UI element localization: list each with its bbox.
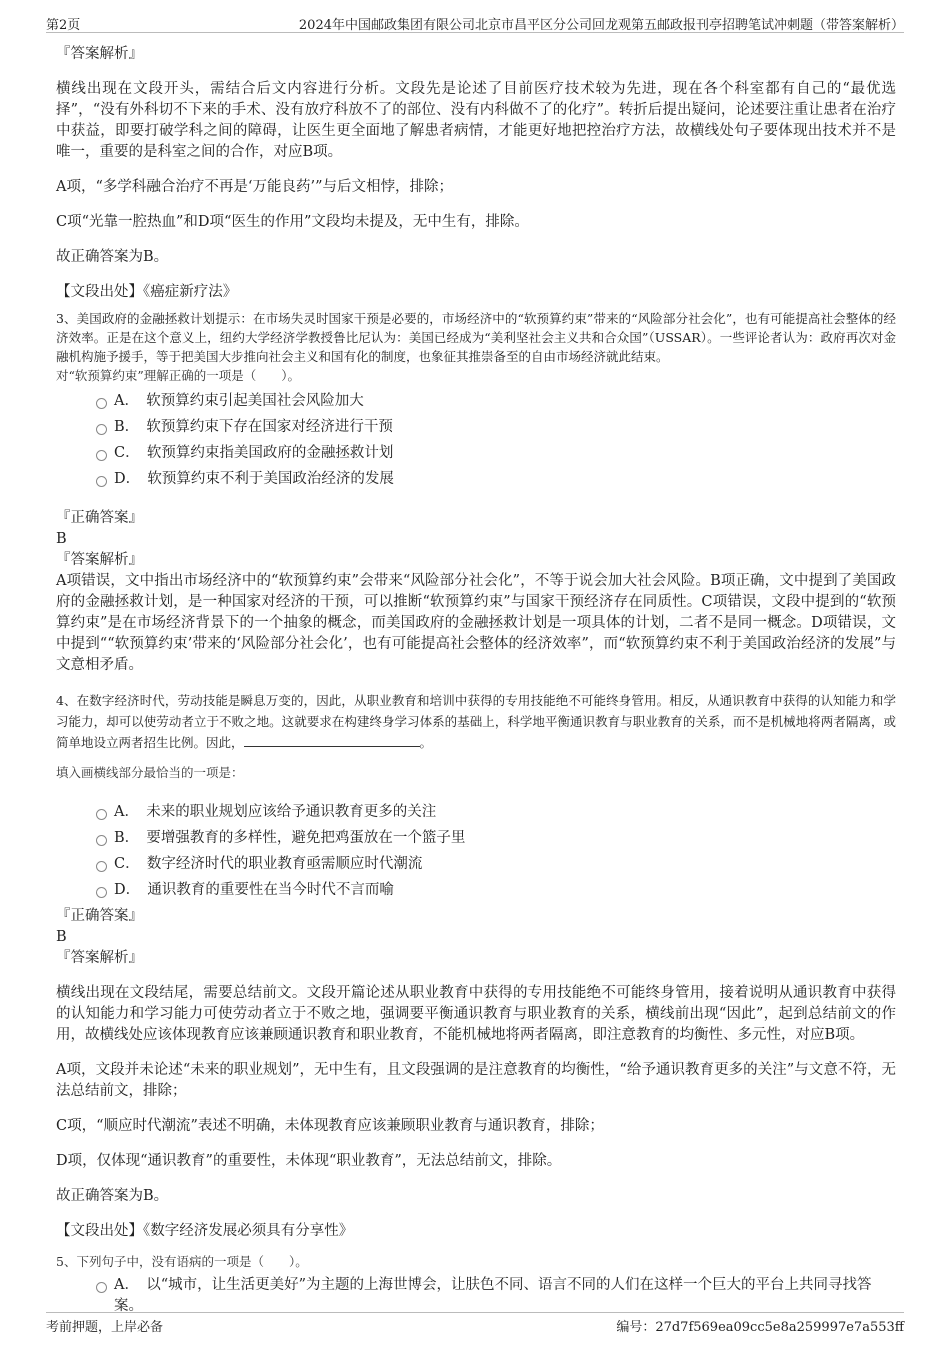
radio-icon[interactable] bbox=[96, 450, 107, 461]
q3-option-c[interactable]: C． 软预算约束指美国政府的金融拯救计划 bbox=[56, 443, 896, 464]
q3-answer-label: 『正确答案』 bbox=[56, 510, 143, 526]
q2-conclusion: 故正确答案为B。 bbox=[56, 249, 169, 265]
document-id: 编号：27d7f569ea09cc5e8a259997e7a553ff bbox=[616, 1320, 904, 1335]
q4-option-b[interactable]: B． 要增强教育的多样性，避免把鸡蛋放在一个篮子里 bbox=[56, 828, 896, 849]
q4-note-c: C项，“顺应时代潮流”表述不明确，未体现教育应该兼顾职业教育与通识教育，排除； bbox=[56, 1118, 604, 1134]
answer-blank bbox=[244, 735, 420, 747]
document-title: 2024年中国邮政集团有限公司北京市昌平区分公司回龙观第五邮政报刊亭招聘笔试冲刺题（带答案解析） bbox=[298, 18, 904, 33]
q3-question: 3、美国政府的金融拯救计划提示：在市场失灵时国家干预是必要的，市场经济中的“软预算约束”带来的“风险部分社会化”，也有可能提高社会整体的经济效率。正是在这个意义上，纽约大学经济学教授鲁比尼认为：美国已经成为“美利坚社会主义共和合众国”（USSAR）。一些评论者认为：政府再次对金融机构施予援手，等于把美国大步推向社会主义和国有化的制度，也象征其推崇备至的自由市场经济就此结束。 bbox=[56, 311, 896, 364]
radio-icon[interactable] bbox=[96, 861, 107, 872]
page-header bbox=[46, 12, 904, 33]
q2-analysis-text: 横线出现在文段开头，需结合后文内容进行分析。文段先是论述了目前医疗技术较为先进，现在各个科室都有自己的“最优选择”，“没有外科切不下来的手术、没有放疗科放不了的部位、没有内科做不了的化疗”。转折后提出疑问，论述要注重让患者在治疗中获益，即要打破学科之间的障碍，让医生更全面地了解患者病情，才能更好地把控治疗方法，故横线处句子要体现出技术并不是唯一，重要的是科室之间的合作，对应B项。 bbox=[56, 81, 896, 160]
q4-option-a[interactable]: A． 未来的职业规划应该给予通识教育更多的关注 bbox=[56, 802, 896, 823]
radio-icon[interactable] bbox=[96, 887, 107, 898]
q3-analysis-label: 『答案解析』 bbox=[56, 552, 143, 568]
q3-option-b[interactable]: B． 软预算约束下存在国家对经济进行干预 bbox=[56, 417, 896, 438]
q3-prompt: 对“软预算约束”理解正确的一项是（ ）。 bbox=[56, 368, 301, 383]
q4-option-d[interactable]: D． 通识教育的重要性在当今时代不言而喻 bbox=[56, 880, 896, 901]
q3-answer: B bbox=[56, 531, 67, 547]
q5-option-a[interactable]: A． 以“城市，让生活更美好”为主题的上海世博会，让肤色不同、语言不同的人们在这样一个巨大的平台上共同寻找答案。 bbox=[56, 1275, 896, 1317]
radio-icon[interactable] bbox=[96, 476, 107, 487]
q4-source: 【文段出处】《数字经济发展必须具有分享性》 bbox=[56, 1223, 354, 1239]
q4-note-a: A项，文段并未论述“未来的职业规划”，无中生有，且文段强调的是注意教育的均衡性，“给予通识教育更多的关注”与文意不符，无法总结前文，排除； bbox=[56, 1062, 896, 1099]
q3-options bbox=[56, 391, 896, 490]
q4-note-d: D项，仅体现“通识教育”的重要性，未体现“职业教育”，无法总结前文，排除。 bbox=[56, 1153, 562, 1169]
q4-question: 4、在数字经济时代，劳动技能是瞬息万变的，因此，从职业教育和培训中获得的专用技能绝不可能终身管用。相反，从通识教育中获得的认知能力和学习能力，却可以使劳动者立于不败之地。这就要求在构建终身学习体系的基础上，科学地平衡通识教育与职业教育的关系，而不是机械地将两者隔离，或简单地设立两者招生比例。因此， 。 bbox=[56, 693, 896, 750]
q3-analysis-text: A项错误，文中指出市场经济中的“软预算约束”会带来“风险部分社会化”，不等于说会加大社会风险。B项正确，文中提到了美国政府的金融拯救计划，是一种国家对经济的干预，可以推断“软预算约束”与国家干预经济存在同质性。C项错误，文段中提到的“软预算约束”是在市场经济背景下的一个抽象的概念，而美国政府的金融拯救计划是一项具体的计划，二者不是同一概念。D项错误，文中提到““软预算约束’带来的‘风险部分社会化’，也有可能提高社会整体的经济效率”，而“软预算约束不利于美国政治经济的发展”与文意相矛盾。 bbox=[56, 573, 896, 673]
q4-analysis-label: 『答案解析』 bbox=[56, 950, 143, 966]
q4-answer-label: 『正确答案』 bbox=[56, 908, 143, 924]
q2-source: 【文段出处】《癌症新疗法》 bbox=[56, 284, 238, 300]
page-footer bbox=[46, 1312, 904, 1333]
page-number: 第2页 bbox=[46, 18, 81, 33]
q3-option-a[interactable]: A． 软预算约束引起美国社会风险加大 bbox=[56, 391, 896, 412]
q4-prompt: 填入画横线部分最恰当的一项是： bbox=[56, 765, 244, 780]
radio-icon[interactable] bbox=[96, 398, 107, 409]
q2-note-cd: C项“光靠一腔热血”和D项“医生的作用”文段均未提及，无中生有，排除。 bbox=[56, 214, 529, 230]
radio-icon[interactable] bbox=[96, 1282, 107, 1293]
q5-question: 5、下列句子中，没有语病的一项是（ ）。 bbox=[56, 1254, 308, 1269]
q4-answer: B bbox=[56, 929, 67, 945]
q4-analysis-text: 横线出现在文段结尾，需要总结前文。文段开篇论述从职业教育中获得的专用技能绝不可能终身管用，接着说明从通识教育中获得的认知能力和学习能力可使劳动者立于不败之地，强调要平衡通识教育与职业教育的关系，横线前出现“因此”，起到总结前文的作用，故横线处应该体现教育应该兼顾通识教育和职业教育，不能机械地将两者隔离，即注意教育的均衡性、多元性，对应B项。 bbox=[56, 985, 896, 1043]
q2-analysis-label: 『答案解析』 bbox=[56, 46, 143, 62]
radio-icon[interactable] bbox=[96, 424, 107, 435]
q3-option-d[interactable]: D． 软预算约束不利于美国政治经济的发展 bbox=[56, 469, 896, 490]
page-content bbox=[56, 44, 896, 1322]
q4-conclusion: 故正确答案为B。 bbox=[56, 1188, 169, 1204]
footer-slogan: 考前押题，上岸必备 bbox=[46, 1320, 164, 1335]
q4-option-c[interactable]: C． 数字经济时代的职业教育亟需顺应时代潮流 bbox=[56, 854, 896, 875]
q4-options bbox=[56, 802, 896, 901]
q2-note-a: A项，“多学科融合治疗不再是‘万能良药’”与后文相悖，排除； bbox=[56, 179, 454, 195]
radio-icon[interactable] bbox=[96, 835, 107, 846]
radio-icon[interactable] bbox=[96, 809, 107, 820]
